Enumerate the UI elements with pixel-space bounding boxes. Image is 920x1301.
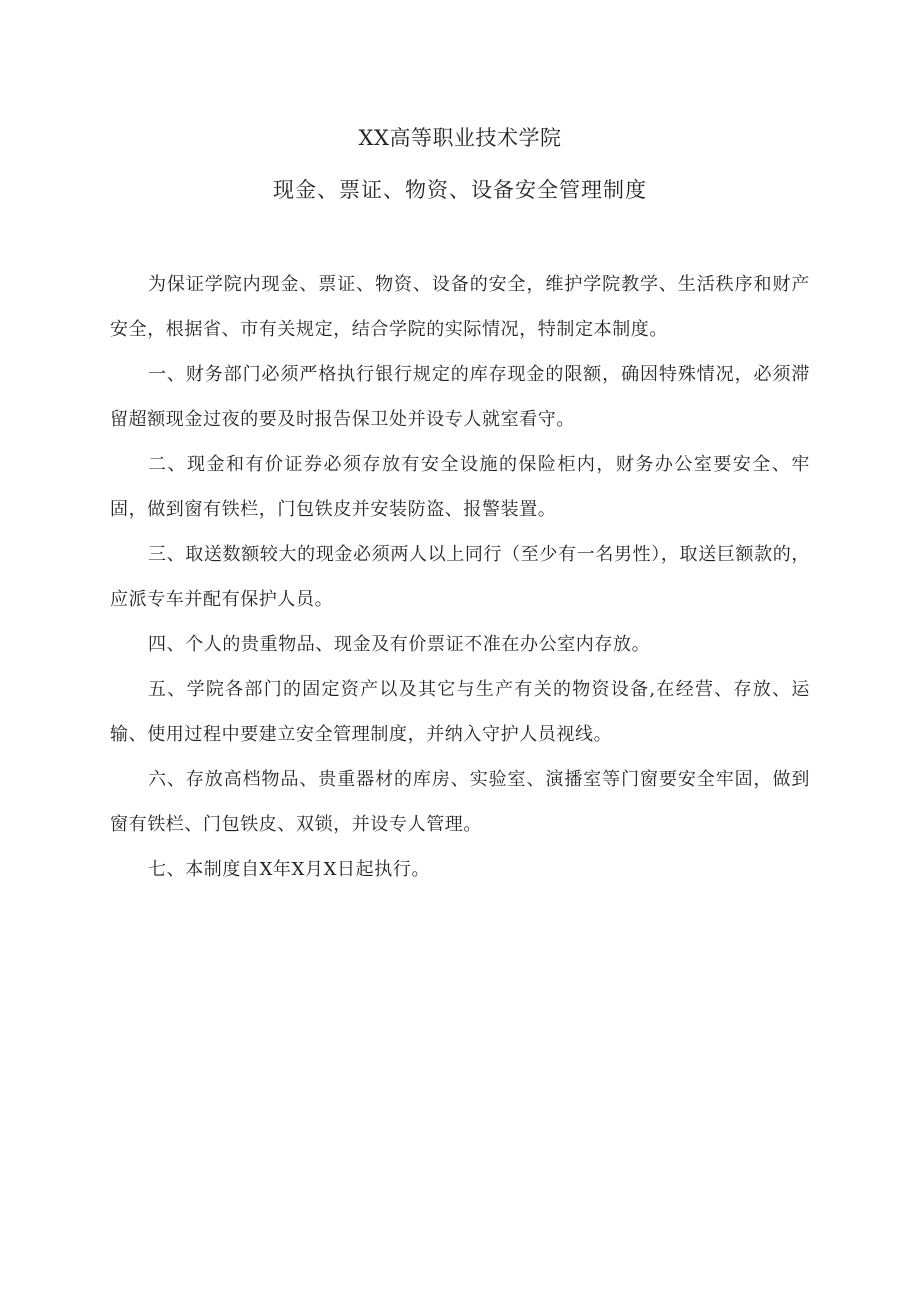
document-title [0, 126, 920, 202]
document-body [110, 262, 810, 892]
clause-6: 六、存放高档物品、贵重器材的库房、实验室、演播室等门窗要安全牢固，做到窗有铁栏、门包铁皮、双锁，并设专人管理。 [110, 769, 810, 835]
regulation-title: 现金、票证、物资、设备安全管理制度 [273, 178, 647, 202]
clause-3: 三、取送数额较大的现金必须两人以上同行（至少有一名男性），取送巨额款的，应派专车并配有保护人员。 [110, 544, 810, 610]
institution-title: XX高等职业技术学院 [358, 126, 562, 150]
clause-4: 四、个人的贵重物品、现金及有价票证不准在办公室内存放。 [148, 634, 651, 655]
clause-7: 七、本制度自X年X月X日起执行。 [148, 859, 431, 880]
intro-paragraph: 为保证学院内现金、票证、物资、设备的安全，维护学院教学、生活秩序和财产安全，根据省、市有关规定，结合学院的实际情况，特制定本制度。 [110, 274, 810, 340]
clause-1: 一、财务部门必须严格执行银行规定的库存现金的限额，确因特殊情况，必须滞留超额现金过夜的要及时报告保卫处并设专人就室看守。 [110, 364, 810, 430]
clause-5: 五、学院各部门的固定资产以及其它与生产有关的物资设备,在经营、存放、运输、使用过程中要建立安全管理制度，并纳入守护人员视线。 [110, 679, 810, 745]
clause-2: 二、现金和有价证券必须存放有安全设施的保险柜内，财务办公室要安全、牢固，做到窗有铁栏，门包铁皮并安装防盗、报警装置。 [110, 454, 810, 520]
